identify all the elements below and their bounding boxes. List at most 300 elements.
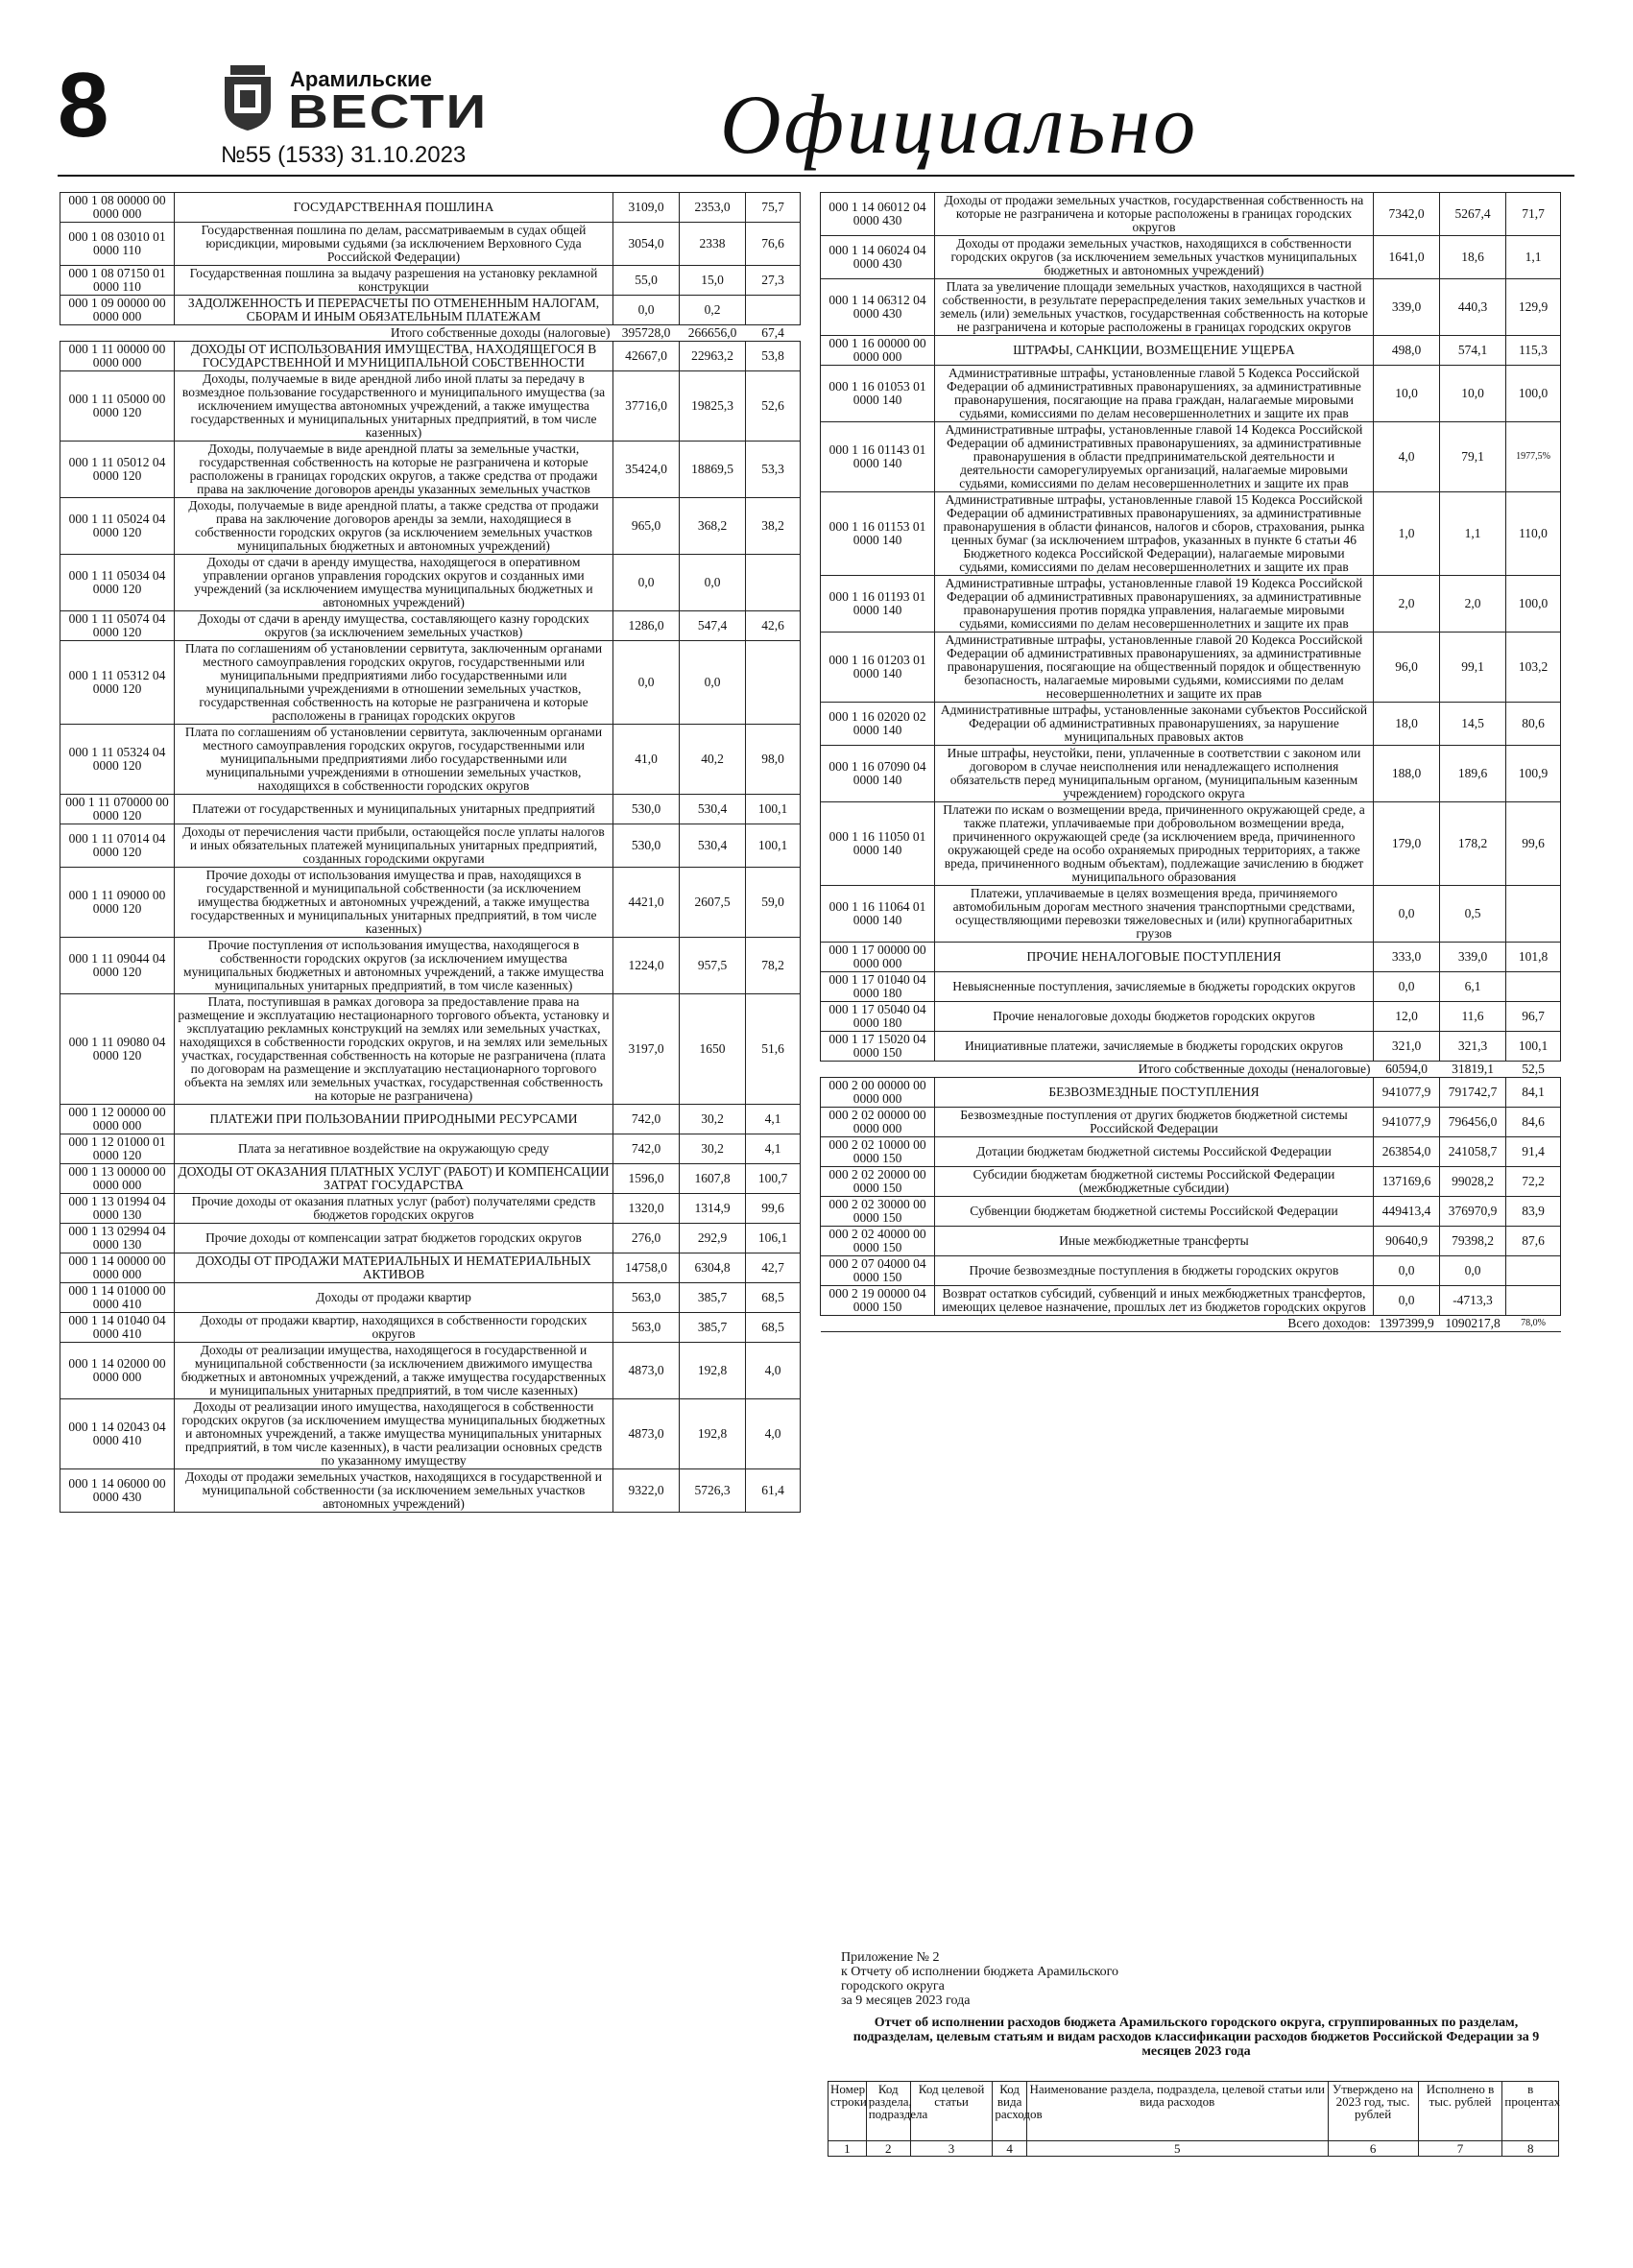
table-row: [60, 223, 801, 266]
percent-value: 100,0: [1506, 366, 1561, 422]
plan-value: 0,0: [613, 641, 680, 725]
plan-value: 498,0: [1374, 336, 1440, 366]
income-code: 000 2 02 40000 00 0000 150: [821, 1227, 935, 1256]
percent-value: 87,6: [1506, 1227, 1561, 1256]
income-name: Иные межбюджетные трансферты: [935, 1227, 1374, 1256]
fact-value: 189,6: [1440, 746, 1506, 802]
income-code: 000 1 13 02994 04 0000 130: [60, 1224, 175, 1253]
income-code: 000 1 16 01193 01 0000 140: [821, 576, 935, 633]
fact-value: 791742,7: [1440, 1078, 1506, 1108]
plan-value: 3109,0: [613, 193, 680, 223]
income-name: Доходы от сдачи в аренду имущества, составляющего казну городских округов (за исключением земельных участков): [175, 611, 613, 641]
income-code: 000 2 02 10000 00 0000 150: [821, 1137, 935, 1167]
plan-value: 1320,0: [613, 1194, 680, 1224]
income-name: ПЛАТЕЖИ ПРИ ПОЛЬЗОВАНИИ ПРИРОДНЫМИ РЕСУРСАМИ: [175, 1105, 613, 1134]
table-row: [60, 868, 801, 938]
percent-value: 103,2: [1506, 633, 1561, 703]
percent-value: 100,1: [1506, 1032, 1561, 1062]
percent-value: 53,8: [746, 342, 801, 371]
section-title: Официально: [720, 79, 1199, 172]
percent-value: 101,8: [1506, 943, 1561, 972]
income-code: 000 1 16 07090 04 0000 140: [821, 746, 935, 802]
plan-value: 12,0: [1374, 1002, 1440, 1032]
fact-value: 385,7: [680, 1283, 746, 1313]
percent-value: 4,0: [746, 1343, 801, 1399]
percent-value: 53,3: [746, 442, 801, 498]
percent-value: 100,0: [1506, 576, 1561, 633]
fact-value: 0,0: [1440, 1256, 1506, 1286]
table-row: [821, 193, 1561, 236]
right-column: [820, 192, 1561, 1332]
income-code: 000 1 08 07150 01 0000 110: [60, 266, 175, 296]
income-name: Административные штрафы, установленные главой 14 Кодекса Российской Федерации об административных правонарушениях, за административные правонарушения в области предпринимательской деятельности и деятельности саморегулируемых организаций, налагаемые мировыми судьями, комиссиями по делам несовершеннолетних и защите их прав: [935, 422, 1374, 492]
income-name: Платежи по искам о возмещении вреда, причиненного окружающей среде, а также платежи, уплачиваемые при добровольном возмещении вреда, причиненного окружающей среде (за исключением вреда, причиненного окружающей среде на особо охраняемых природных территориях, а также вреда, причиненного водным объектам), подлежащие зачислению в бюджет муниципального образования: [935, 802, 1374, 886]
appendix-line: Приложение № 2: [841, 1950, 940, 1965]
plan-value: 530,0: [613, 795, 680, 824]
income-code: 000 1 11 05074 04 0000 120: [60, 611, 175, 641]
income-code: 000 1 11 00000 00 0000 000: [60, 342, 175, 371]
income-name: БЕЗВОЗМЕЗДНЫЕ ПОСТУПЛЕНИЯ: [935, 1078, 1374, 1108]
income-name: Плата по соглашениям об установлении сервитута, заключенным органами местного самоуправления городских округов, государственными или муниципальными предприятиями либо государственными или муниципальными учреждениями в отношении земельных участков, находящихся в собственности городских округов: [175, 725, 613, 795]
fact-value: 30,2: [680, 1105, 746, 1134]
percent-value: 4,1: [746, 1105, 801, 1134]
fact-value: 18869,5: [680, 442, 746, 498]
plan-value: 395728,0: [613, 325, 680, 342]
income-code: 000 1 14 06000 00 0000 430: [60, 1469, 175, 1513]
income-code: 000 1 08 00000 00 0000 000: [60, 193, 175, 223]
income-code: [821, 1062, 935, 1078]
plan-value: 339,0: [1374, 279, 1440, 336]
fact-value: 385,7: [680, 1313, 746, 1343]
report-title: Отчет об исполнении расходов бюджета Арамильского городского округа, сгруппированных по разделам, подразделам, целевым статьям и видам расходов классификации расходов бюджетов Российской Федерации за 9 месяцев 2023 года: [853, 2016, 1540, 2059]
fact-value: 368,2: [680, 498, 746, 555]
fact-value: 5267,4: [1440, 193, 1506, 236]
income-code: 000 1 08 03010 01 0000 110: [60, 223, 175, 266]
plan-value: 0,0: [1374, 886, 1440, 943]
income-name: ШТРАФЫ, САНКЦИИ, ВОЗМЕЩЕНИЕ УЩЕРБА: [935, 336, 1374, 366]
header-rule: [58, 175, 1574, 177]
percent-value: 27,3: [746, 266, 801, 296]
table-row: [60, 193, 801, 223]
percent-value: 98,0: [746, 725, 801, 795]
plan-value: 3054,0: [613, 223, 680, 266]
income-name: Доходы от сдачи в аренду имущества, находящегося в оперативном управлении органов управления городских округов и созданных ими учреждений (за исключением имущества муниципальных бюджетных и автономных учреждений): [175, 555, 613, 611]
fact-value: 178,2: [1440, 802, 1506, 886]
plan-value: 941077,9: [1374, 1078, 1440, 1108]
percent-value: 1,1: [1506, 236, 1561, 279]
percent-value: 68,5: [746, 1283, 801, 1313]
income-code: 000 2 02 20000 00 0000 150: [821, 1167, 935, 1197]
income-name: ЗАДОЛЖЕННОСТЬ И ПЕРЕРАСЧЕТЫ ПО ОТМЕНЕННЫМ НАЛОГАМ, СБОРАМ И ИНЫМ ОБЯЗАТЕЛЬНЫМ ПЛАТЕЖАМ: [175, 296, 613, 325]
plan-value: 563,0: [613, 1313, 680, 1343]
fact-value: 6,1: [1440, 972, 1506, 1002]
percent-value: 100,1: [746, 795, 801, 824]
income-name: Доходы от продажи земельных участков, находящихся в государственной и муниципальной собственности (за исключением земельных участков автономных учреждений): [175, 1469, 613, 1513]
income-code: 000 2 19 00000 04 0000 150: [821, 1286, 935, 1316]
table-row: [821, 943, 1561, 972]
plan-value: 1596,0: [613, 1164, 680, 1194]
table-row: [60, 1469, 801, 1513]
percent-value: 99,6: [746, 1194, 801, 1224]
table-row: [60, 442, 801, 498]
income-name: Доходы от продажи земельных участков, находящихся в собственности городских округов (за исключением земельных участков муниципальных бюджетных и автономных учреждений): [935, 236, 1374, 279]
table-row: [821, 1108, 1561, 1137]
fact-value: 15,0: [680, 266, 746, 296]
fact-value: 192,8: [680, 1343, 746, 1399]
plan-value: 563,0: [613, 1283, 680, 1313]
income-name: Административные штрафы, установленные главой 5 Кодекса Российской Федерации об административных правонарушениях, за административные правонарушения, посягающие на права граждан, налагаемые мировыми судьями, комиссиями по делам несовершеннолетних и защите их прав: [935, 366, 1374, 422]
percent-value: [1506, 1256, 1561, 1286]
plan-value: 60594,0: [1374, 1062, 1440, 1078]
table-row: [60, 296, 801, 325]
city-emblem-icon: [221, 63, 275, 132]
percent-value: 4,1: [746, 1134, 801, 1164]
income-code: 000 2 00 00000 00 0000 000: [821, 1078, 935, 1108]
percent-value: 96,7: [1506, 1002, 1561, 1032]
header-col: Код целевой статьи: [910, 2082, 993, 2141]
plan-value: 276,0: [613, 1224, 680, 1253]
income-code: 000 1 16 01153 01 0000 140: [821, 492, 935, 576]
table-row: [821, 1197, 1561, 1227]
table-row: [821, 972, 1561, 1002]
income-code: 000 1 16 00000 00 0000 000: [821, 336, 935, 366]
income-name: Административные штрафы, установленные главой 15 Кодекса Российской Федерации об административных правонарушениях, за административные правонарушения в области финансов, налогов и сборов, страхования, рынка ценных бумаг (за исключением штрафов, указанных в пункте 6 статьи 46 Бюджетного кодекса Российской Федерации), налагаемые мировыми судьями, комиссиями по делам несовершеннолетних и защите их прав: [935, 492, 1374, 576]
fact-value: 99028,2: [1440, 1167, 1506, 1197]
plan-value: 10,0: [1374, 366, 1440, 422]
percent-value: 42,7: [746, 1253, 801, 1283]
fact-value: 18,6: [1440, 236, 1506, 279]
fact-value: 321,3: [1440, 1032, 1506, 1062]
income-code: 000 1 11 09080 04 0000 120: [60, 994, 175, 1105]
income-name: Доходы, получаемые в виде арендной платы, а также средства от продажи права на заключение договоров аренды за земли, находящиеся в собственности городских округов (за исключением земельных участков муниципальных бюджетных и автономных учреждений): [175, 498, 613, 555]
table-row: [821, 802, 1561, 886]
income-code: 000 1 16 11050 01 0000 140: [821, 802, 935, 886]
fact-value: 241058,7: [1440, 1137, 1506, 1167]
income-name: Доходы от продажи земельных участков, государственная собственность на которые не разграничена и которые расположены в границах городских округов: [935, 193, 1374, 236]
table-row: [60, 824, 801, 868]
table-row: [821, 1227, 1561, 1256]
percent-value: 42,6: [746, 611, 801, 641]
table-row: [821, 1256, 1561, 1286]
income-code: 000 1 14 06312 04 0000 430: [821, 279, 935, 336]
table-row: [821, 1286, 1561, 1316]
fact-value: 376970,9: [1440, 1197, 1506, 1227]
income-code: 000 1 11 05012 04 0000 120: [60, 442, 175, 498]
percent-value: 99,6: [1506, 802, 1561, 886]
plan-value: 965,0: [613, 498, 680, 555]
income-code: 000 1 11 05034 04 0000 120: [60, 555, 175, 611]
expenses-header-table: [828, 2081, 1559, 2157]
income-name: Доходы от продажи квартир, находящихся в собственности городских округов: [175, 1313, 613, 1343]
fact-value: 40,2: [680, 725, 746, 795]
percent-value: 80,6: [1506, 703, 1561, 746]
income-name: Государственная пошлина по делам, рассматриваемым в судах общей юрисдикции, мировыми судьями (за исключением Верховного Суда Российской Федерации): [175, 223, 613, 266]
income-code: 000 1 11 09000 00 0000 120: [60, 868, 175, 938]
header-index: 1: [829, 2141, 867, 2157]
income-name: Субвенции бюджетам бюджетной системы Российской Федерации: [935, 1197, 1374, 1227]
percent-value: [746, 296, 801, 325]
income-name: Плата за негативное воздействие на окружающую среду: [175, 1134, 613, 1164]
fact-value: 1090217,8: [1440, 1316, 1506, 1332]
fact-value: 2,0: [1440, 576, 1506, 633]
table-row: [821, 633, 1561, 703]
percent-value: 75,7: [746, 193, 801, 223]
income-code: 000 1 16 02020 02 0000 140: [821, 703, 935, 746]
issue-info: №55 (1533) 31.10.2023: [221, 142, 467, 168]
fact-value: 6304,8: [680, 1253, 746, 1283]
plan-value: 55,0: [613, 266, 680, 296]
table-row: [60, 795, 801, 824]
plan-value: 37716,0: [613, 371, 680, 442]
table-row: [60, 994, 801, 1105]
page-header: [58, 54, 1574, 173]
table-row: [60, 498, 801, 555]
fact-value: 339,0: [1440, 943, 1506, 972]
percent-value: 72,2: [1506, 1167, 1561, 1197]
income-code: 000 1 11 07014 04 0000 120: [60, 824, 175, 868]
fact-value: 31819,1: [1440, 1062, 1506, 1078]
income-name: Плата, поступившая в рамках договора за предоставление права на размещение и эксплуатацию нестационарного торгового объекта, установку и эксплуатацию рекламных конструкций на землях или земельных участках, находящихся в собственности городских округов, и на землях или земельных участках, государственная собственность на которые не разграничена (плата по договорам на размещение и эксплуатацию нестационарного торгового объекта на землях или земельных участках, государственная собственность на которые не разграничена): [175, 994, 613, 1105]
percent-value: 84,6: [1506, 1108, 1561, 1137]
income-code: 000 1 17 05040 04 0000 180: [821, 1002, 935, 1032]
fact-value: 14,5: [1440, 703, 1506, 746]
header-index: 5: [1026, 2141, 1328, 2157]
fact-value: 1607,8: [680, 1164, 746, 1194]
plan-value: 7342,0: [1374, 193, 1440, 236]
plan-value: 0,0: [1374, 1256, 1440, 1286]
percent-value: 59,0: [746, 868, 801, 938]
plan-value: 1,0: [1374, 492, 1440, 576]
fact-value: 796456,0: [1440, 1108, 1506, 1137]
percent-value: 61,4: [746, 1469, 801, 1513]
plan-value: 530,0: [613, 824, 680, 868]
income-code: 000 1 14 00000 00 0000 000: [60, 1253, 175, 1283]
header-index: 2: [866, 2141, 910, 2157]
table-row: [60, 1343, 801, 1399]
header-index: 8: [1502, 2141, 1559, 2157]
table-row: [60, 1105, 801, 1134]
header-index: 4: [993, 2141, 1027, 2157]
income-code: 000 1 11 05324 04 0000 120: [60, 725, 175, 795]
income-code: 000 2 02 30000 00 0000 150: [821, 1197, 935, 1227]
income-code: 000 2 07 04000 04 0000 150: [821, 1256, 935, 1286]
plan-value: 1224,0: [613, 938, 680, 994]
header-index: 7: [1418, 2141, 1502, 2157]
income-name: ДОХОДЫ ОТ ИСПОЛЬЗОВАНИЯ ИМУЩЕСТВА, НАХОДЯЩЕГОСЯ В ГОСУДАРСТВЕННОЙ И МУНИЦИПАЛЬНОЙ СОБСТВЕННОСТИ: [175, 342, 613, 371]
plan-value: 941077,9: [1374, 1108, 1440, 1137]
plan-value: 742,0: [613, 1134, 680, 1164]
income-code: [821, 1316, 935, 1332]
percent-value: 1977,5%: [1506, 422, 1561, 492]
table-row: [60, 1194, 801, 1224]
table-row: [821, 336, 1561, 366]
income-code: 000 1 11 070000 00 0000 120: [60, 795, 175, 824]
income-name: Итого собственные доходы (неналоговые): [935, 1062, 1374, 1078]
table-row: [60, 1313, 801, 1343]
plan-value: 9322,0: [613, 1469, 680, 1513]
percent-value: [1506, 1286, 1561, 1316]
percent-value: 52,6: [746, 371, 801, 442]
income-name: Административные штрафы, установленные главой 20 Кодекса Российской Федерации об административных правонарушениях, за административные правонарушения, посягающие на общественный порядок и общественную безопасность, налагаемые мировыми судьями, комиссиями по делам несовершеннолетних и защите их прав: [935, 633, 1374, 703]
fact-value: 1650: [680, 994, 746, 1105]
table-row: [821, 746, 1561, 802]
table-row: [60, 342, 801, 371]
plan-value: 1286,0: [613, 611, 680, 641]
table-row: [821, 422, 1561, 492]
percent-value: 78,0%: [1506, 1316, 1561, 1332]
income-code: 000 1 12 01000 01 0000 120: [60, 1134, 175, 1164]
income-code: 000 1 17 00000 00 0000 000: [821, 943, 935, 972]
income-code: 000 1 13 01994 04 0000 130: [60, 1194, 175, 1224]
fact-value: 957,5: [680, 938, 746, 994]
table-row: [821, 703, 1561, 746]
income-name: Прочие поступления от использования имущества, находящегося в собственности городских округов (за исключением имущества муниципальных бюджетных и автономных учреждений, а также имущества муниципальных унитарных предприятий, в том числе казенных): [175, 938, 613, 994]
income-name: Государственная пошлина за выдачу разрешения на установку рекламной конструкции: [175, 266, 613, 296]
income-code: 000 1 12 00000 00 0000 000: [60, 1105, 175, 1134]
header-col: Исполнено в тыс. рублей: [1418, 2082, 1502, 2141]
income-name: Доходы от реализации имущества, находящегося в государственной и муниципальной собственности (за исключением движимого имущества бюджетных и автономных учреждений, а также имущества государственных и муниципальных унитарных предприятий, в том числе казенных): [175, 1343, 613, 1399]
plan-value: 4,0: [1374, 422, 1440, 492]
income-code: 000 1 14 01000 00 0000 410: [60, 1283, 175, 1313]
table-row: [821, 1078, 1561, 1108]
income-code: 000 1 11 09044 04 0000 120: [60, 938, 175, 994]
fact-value: 192,8: [680, 1399, 746, 1469]
income-code: 000 1 14 02043 04 0000 410: [60, 1399, 175, 1469]
income-name: Невыясненные поступления, зачисляемые в бюджеты городских округов: [935, 972, 1374, 1002]
income-name: Платежи от государственных и муниципальных унитарных предприятий: [175, 795, 613, 824]
percent-value: 100,9: [1506, 746, 1561, 802]
percent-value: 67,4: [746, 325, 801, 342]
header-col: в процентах: [1502, 2082, 1559, 2141]
fact-value: 79398,2: [1440, 1227, 1506, 1256]
plan-value: 742,0: [613, 1105, 680, 1134]
table-row: [60, 611, 801, 641]
plan-value: 0,0: [1374, 972, 1440, 1002]
table-row: [821, 1167, 1561, 1197]
income-code: 000 1 14 06012 04 0000 430: [821, 193, 935, 236]
brand-main: ВЕСТИ: [288, 84, 489, 139]
fact-value: 0,5: [1440, 886, 1506, 943]
income-name: Административные штрафы, установленные главой 19 Кодекса Российской Федерации об административных правонарушениях, за административные правонарушения против порядка управления, налагаемые мировыми судьями, комиссиями по делам несовершеннолетних и защите их прав: [935, 576, 1374, 633]
income-name: Доходы, получаемые в виде арендной платы за земельные участки, государственная собственность на которые не разграничена и которые расположены в границах городских округов, а также средства от продажи права на заключение договоров аренды указанных земельных участков: [175, 442, 613, 498]
percent-value: 110,0: [1506, 492, 1561, 576]
percent-value: 115,3: [1506, 336, 1561, 366]
fact-value: 22963,2: [680, 342, 746, 371]
income-table-right: [820, 192, 1561, 1332]
income-name: Плата по соглашениям об установлении сервитута, заключенным органами местного самоуправления городских округов, государственными или муниципальными предприятиями либо государственными или муниципальными учреждениями в отношении земельных участков, государственная собственность на которые не разграничена и которые расположены в границах городских округов: [175, 641, 613, 725]
income-name: Доходы, получаемые в виде арендной либо иной платы за передачу в возмездное пользование государственного и муниципального имущества (за исключением имущества автономных учреждений, а также имущества государственных и муниципальных унитарных предприятий, в том числе казенных): [175, 371, 613, 442]
plan-value: 3197,0: [613, 994, 680, 1105]
plan-value: 188,0: [1374, 746, 1440, 802]
table-row: [60, 1134, 801, 1164]
fact-value: 10,0: [1440, 366, 1506, 422]
income-name: ДОХОДЫ ОТ ПРОДАЖИ МАТЕРИАЛЬНЫХ И НЕМАТЕРИАЛЬНЫХ АКТИВОВ: [175, 1253, 613, 1283]
income-code: 000 1 17 01040 04 0000 180: [821, 972, 935, 1002]
plan-value: 0,0: [613, 555, 680, 611]
income-name: Прочие неналоговые доходы бюджетов городских округов: [935, 1002, 1374, 1032]
income-code: 000 1 11 05000 00 0000 120: [60, 371, 175, 442]
header-col: Код раздела, подраздела: [866, 2082, 910, 2141]
plan-value: 35424,0: [613, 442, 680, 498]
percent-value: 129,9: [1506, 279, 1561, 336]
plan-value: 4421,0: [613, 868, 680, 938]
income-code: 000 1 17 15020 04 0000 150: [821, 1032, 935, 1062]
table-row: [60, 1399, 801, 1469]
plan-value: 96,0: [1374, 633, 1440, 703]
table-row: [821, 1137, 1561, 1167]
plan-value: 90640,9: [1374, 1227, 1440, 1256]
percent-value: [1506, 886, 1561, 943]
income-code: 000 1 16 01203 01 0000 140: [821, 633, 935, 703]
percent-value: 91,4: [1506, 1137, 1561, 1167]
header-col: Номер строки: [829, 2082, 867, 2141]
plan-value: 0,0: [1374, 1286, 1440, 1316]
income-name: Доходы от продажи квартир: [175, 1283, 613, 1313]
plan-value: 41,0: [613, 725, 680, 795]
income-name: ПРОЧИЕ НЕНАЛОГОВЫЕ ПОСТУПЛЕНИЯ: [935, 943, 1374, 972]
table-row: [60, 1253, 801, 1283]
table-row: [60, 725, 801, 795]
income-name: Административные штрафы, установленные законами субъектов Российской Федерации об административных правонарушениях, за нарушение муниципальных правовых актов: [935, 703, 1374, 746]
fact-value: 0,2: [680, 296, 746, 325]
income-name: Прочие доходы от оказания платных услуг (работ) получателями средств бюджетов городских округов: [175, 1194, 613, 1224]
income-name: Доходы от перечисления части прибыли, остающейся после уплаты налогов и иных обязательных платежей муниципальных унитарных предприятий, созданных городскими округами: [175, 824, 613, 868]
table-row: [60, 938, 801, 994]
fact-value: 574,1: [1440, 336, 1506, 366]
income-code: 000 1 11 05024 04 0000 120: [60, 498, 175, 555]
income-code: 000 1 16 01143 01 0000 140: [821, 422, 935, 492]
fact-value: 440,3: [1440, 279, 1506, 336]
income-name: Плата за увеличение площади земельных участков, находящихся в частной собственности, в результате перераспределения таких земельных участков и земель (или) земельных участков, государственная собственность на которые не разграничена и которые расположены в границах городских округов: [935, 279, 1374, 336]
income-code: 000 1 11 05312 04 0000 120: [60, 641, 175, 725]
fact-value: 2607,5: [680, 868, 746, 938]
income-name: Платежи, уплачиваемые в целях возмещения вреда, причиняемого автомобильным дорогам местного значения транспортными средствами, осуществляющими перевозки тяжеловесных и (или) крупногабаритных грузов: [935, 886, 1374, 943]
percent-value: 100,1: [746, 824, 801, 868]
fact-value: 1,1: [1440, 492, 1506, 576]
income-code: 000 1 14 02000 00 0000 000: [60, 1343, 175, 1399]
plan-value: 14758,0: [613, 1253, 680, 1283]
fact-value: 266656,0: [680, 325, 746, 342]
fact-value: 99,1: [1440, 633, 1506, 703]
table-row: [821, 236, 1561, 279]
plan-value: 449413,4: [1374, 1197, 1440, 1227]
plan-value: 0,0: [613, 296, 680, 325]
table-row: [60, 555, 801, 611]
income-name: Прочие доходы от использования имущества и прав, находящихся в государственной и муниципальной собственности (за исключением имущества бюджетных и автономных учреждений, а также имущества государственных и муниципальных унитарных предприятий, в том числе казенных): [175, 868, 613, 938]
income-name: Всего доходов:: [935, 1316, 1374, 1332]
income-name: Доходы от реализации иного имущества, находящегося в собственности городских округов (за исключением имущества муниципальных бюджетных и автономных учреждений, а также имущества муниципальных унитарных предприятий, в том числе казенных), в части реализации основных средств по указанному имуществу: [175, 1399, 613, 1469]
percent-value: 100,7: [746, 1164, 801, 1194]
fact-value: 292,9: [680, 1224, 746, 1253]
percent-value: 83,9: [1506, 1197, 1561, 1227]
fact-value: 11,6: [1440, 1002, 1506, 1032]
fact-value: 79,1: [1440, 422, 1506, 492]
percent-value: 38,2: [746, 498, 801, 555]
plan-value: 179,0: [1374, 802, 1440, 886]
appendix-note: [841, 1950, 1187, 2008]
income-name: Дотации бюджетам бюджетной системы Российской Федерации: [935, 1137, 1374, 1167]
fact-value: 0,0: [680, 641, 746, 725]
appendix-line: городского округа: [841, 1979, 945, 1993]
plan-value: 321,0: [1374, 1032, 1440, 1062]
fact-value: 0,0: [680, 555, 746, 611]
income-name: Инициативные платежи, зачисляемые в бюджеты городских округов: [935, 1032, 1374, 1062]
income-code: 000 1 09 00000 00 0000 000: [60, 296, 175, 325]
table-row: [60, 1224, 801, 1253]
percent-value: 4,0: [746, 1399, 801, 1469]
header-col: Код вида расходов: [993, 2082, 1027, 2141]
table-row: [821, 886, 1561, 943]
